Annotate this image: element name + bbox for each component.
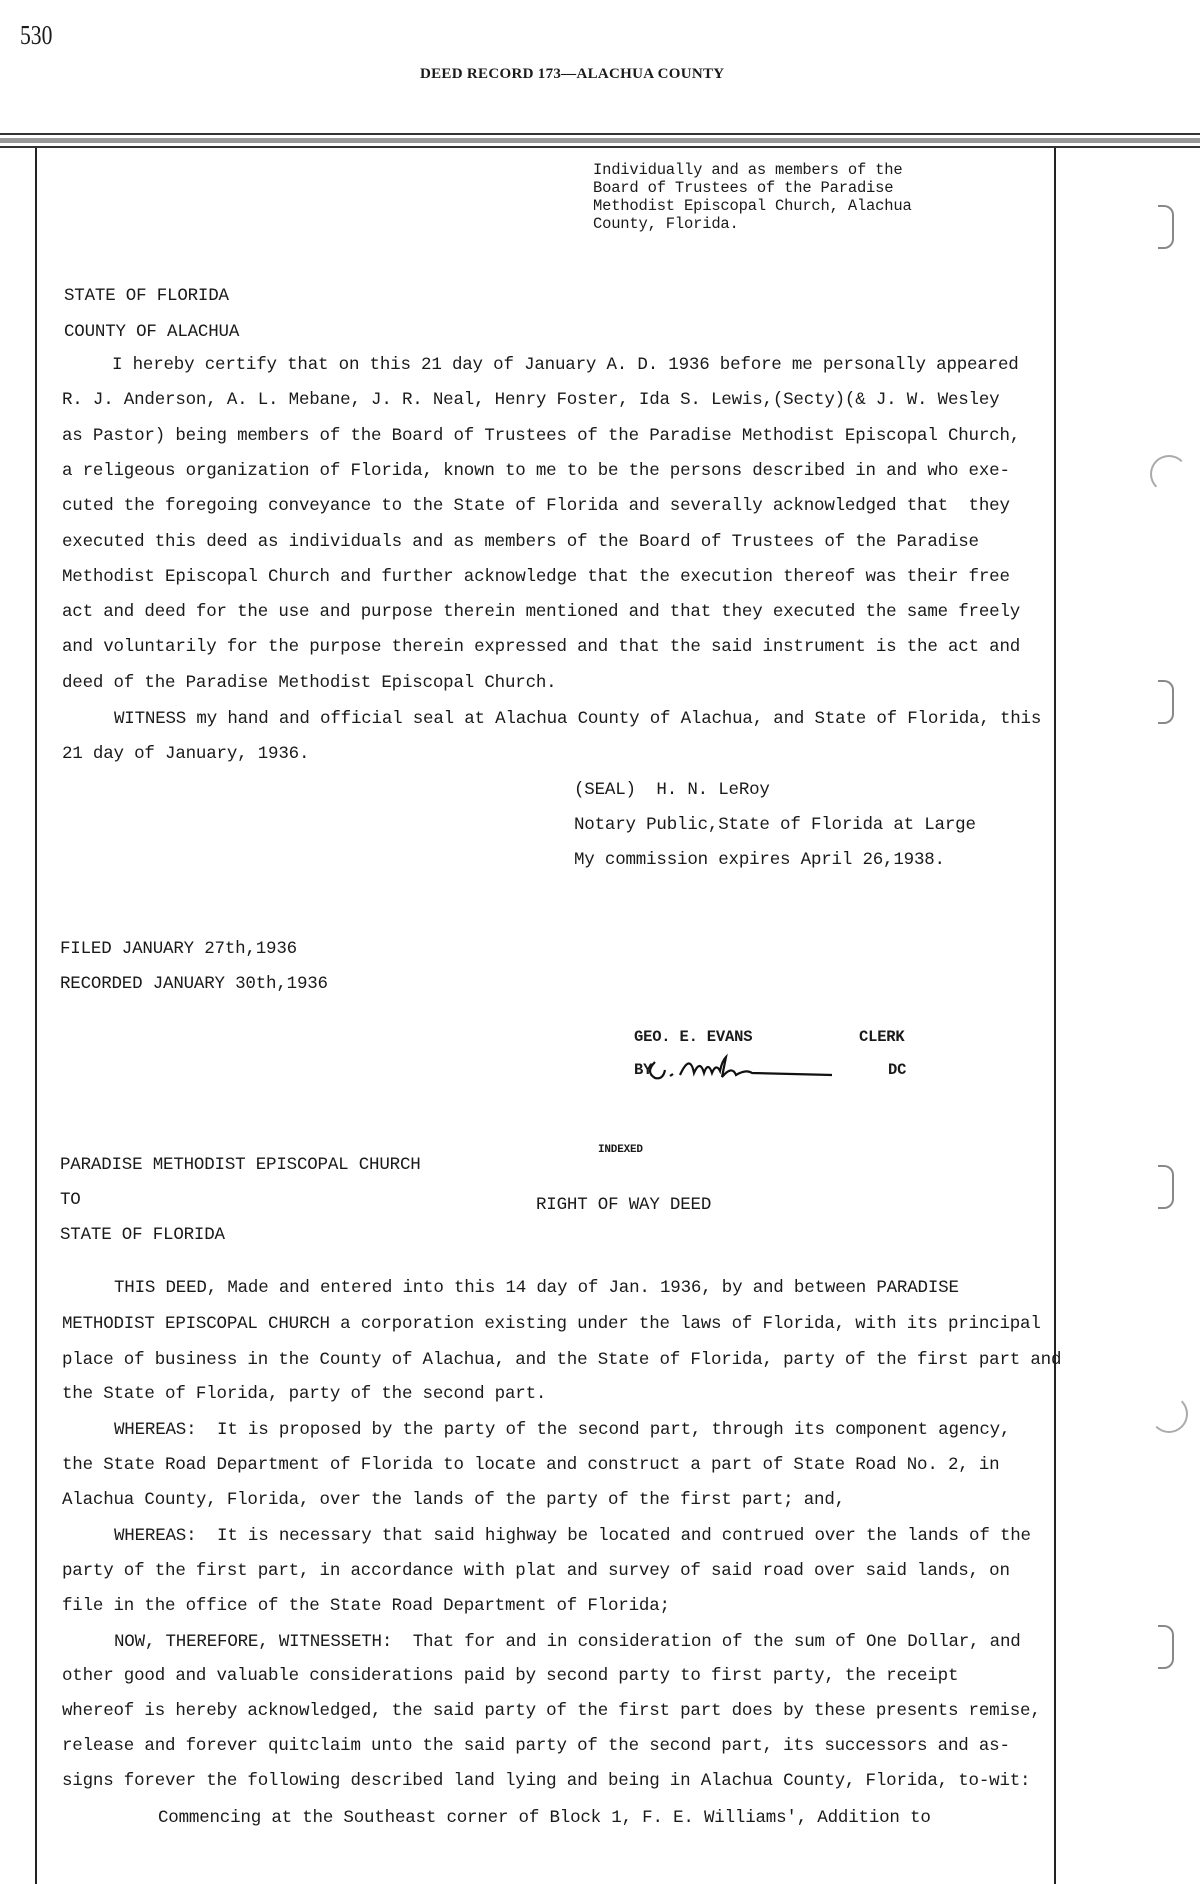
binder-hole <box>1150 1395 1188 1433</box>
trustee-capacity-line: Methodist Episcopal Church, Alachua <box>593 197 912 215</box>
deed-party: STATE OF FLORIDA <box>60 1225 225 1245</box>
deed-line: NOW, THEREFORE, WITNESSETH: That for and in consideration of the sum of One Dollar, and <box>114 1632 1021 1652</box>
filed-date: FILED JANUARY 27th,1936 <box>60 939 297 959</box>
dc-label: DC <box>888 1061 907 1079</box>
deed-line: file in the office of the State Road Department of Florida; <box>62 1596 670 1616</box>
acknowledgment-line: deed of the Paradise Methodist Episcopal Church. <box>62 672 557 693</box>
clerk-title: CLERK <box>859 1028 905 1046</box>
acknowledgment-line: and voluntarily for the purpose therein expressed and that the said instrument is the act and <box>62 637 1021 658</box>
deed-line: Commencing at the Southeast corner of Block 1, F. E. Williams', Addition to <box>158 1808 931 1828</box>
deed-line: WHEREAS: It is proposed by the party of the second part, through its component agency, <box>114 1420 1011 1440</box>
acknowledgment-line: R. J. Anderson, A. L. Mebane, J. R. Neal, Henry Foster, Ida S. Lewis,(Secty)(& J. W. Wesley <box>62 390 1000 411</box>
deed-line: place of business in the County of Alachua, and the State of Florida, party of the first part and <box>62 1350 1062 1370</box>
page-number: 530 <box>20 20 53 50</box>
notary-line: My commission expires April 26,1938. <box>574 850 945 870</box>
deed-line: party of the first part, in accordance with plat and survey of said road over said lands, on <box>62 1561 1010 1581</box>
deed-line: the State Road Department of Florida to locate and construct a part of State Road No. 2, in <box>62 1455 1000 1475</box>
acknowledgment-line: executed this deed as individuals and as members of the Board of Trustees of the Paradise <box>62 531 979 552</box>
indexed-stamp: INDEXED <box>598 1144 643 1156</box>
binder-hole <box>1158 205 1174 249</box>
deed-line: the State of Florida, party of the second part. <box>62 1384 547 1404</box>
header-rule <box>0 133 1200 135</box>
deed-line: WHEREAS: It is necessary that said highway be located and contrued over the lands of the <box>114 1526 1031 1546</box>
county-heading: COUNTY OF ALACHUA <box>64 322 240 342</box>
clerk-signature <box>640 1050 880 1090</box>
deed-line: THIS DEED, Made and entered into this 14 day of Jan. 1936, by and between PARADISE <box>114 1278 959 1298</box>
acknowledgment-line: a religeous organization of Florida, known to me to be the persons described in and who exe- <box>62 460 1010 481</box>
deed-line: signs forever the following described land lying and being in Alachua County, Florida, to-wit: <box>62 1771 1031 1791</box>
record-header: DEED RECORD 173—ALACHUA COUNTY <box>420 66 725 82</box>
deed-line: Alachua County, Florida, over the lands of the party of the first part; and, <box>62 1490 845 1510</box>
header-rule-thick <box>0 138 1200 143</box>
recorded-date: RECORDED JANUARY 30th,1936 <box>60 974 328 994</box>
by-label: BY <box>634 1061 653 1079</box>
clerk-name: GEO. E. EVANS <box>634 1028 753 1046</box>
notary-line: (SEAL) H. N. LeRoy <box>574 780 770 800</box>
state-heading: STATE OF FLORIDA <box>64 286 229 306</box>
witness-line: WITNESS my hand and official seal at Alachua County of Alachua, and State of Florida, this <box>114 709 1042 729</box>
deed-line: other good and valuable considerations paid by second party to first party, the receipt <box>62 1666 959 1686</box>
trustee-capacity-line: Individually and as members of the <box>593 161 903 179</box>
acknowledgment-line: as Pastor) being members of the Board of Trustees of the Paradise Methodist Episcopal Church, <box>62 425 1021 446</box>
deed-line: METHODIST EPISCOPAL CHURCH a corporation existing under the laws of Florida, with its principal <box>62 1314 1041 1334</box>
acknowledgment-line: act and deed for the use and purpose therein mentioned and that they executed the same freely <box>62 602 1021 623</box>
header-rule-lower <box>0 146 1200 148</box>
deed-party: TO <box>60 1190 81 1210</box>
left-margin-line <box>35 148 37 1884</box>
deed-line: release and forever quitclaim unto the said party of the second part, its successors and as- <box>62 1736 1010 1756</box>
deed-party: PARADISE METHODIST EPISCOPAL CHURCH <box>60 1155 421 1175</box>
binder-hole <box>1158 1625 1174 1669</box>
acknowledgment-line: I hereby certify that on this 21 day of January A. D. 1936 before me personally appeared <box>112 355 1019 375</box>
trustee-capacity-line: Board of Trustees of the Paradise <box>593 179 894 197</box>
acknowledgment-line: cuted the foregoing conveyance to the State of Florida and severally acknowledged that they <box>62 496 1010 517</box>
binder-hole <box>1150 455 1188 493</box>
notary-line: Notary Public,State of Florida at Large <box>574 815 976 835</box>
binder-hole <box>1158 680 1174 724</box>
trustee-capacity-line: County, Florida. <box>593 215 739 233</box>
binder-hole <box>1158 1165 1174 1209</box>
witness-line: 21 day of January, 1936. <box>62 744 310 764</box>
deed-title: RIGHT OF WAY DEED <box>536 1195 712 1215</box>
right-margin-line <box>1054 148 1056 1884</box>
acknowledgment-line: Methodist Episcopal Church and further acknowledge that the execution thereof was their free <box>62 566 1010 587</box>
deed-line: whereof is hereby acknowledged, the said party of the first part does by these presents remise, <box>62 1701 1041 1721</box>
